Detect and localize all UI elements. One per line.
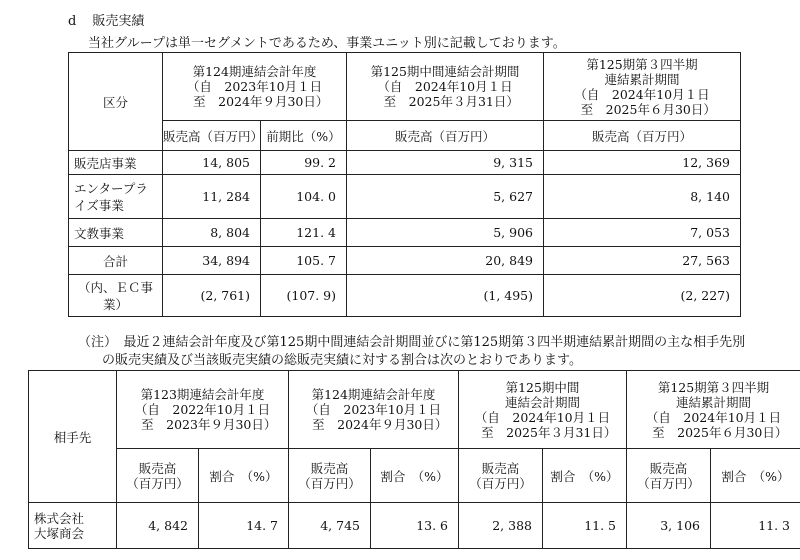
table-row	[69, 219, 741, 247]
customer-header-row	[29, 371, 800, 449]
period3-to: 至 2025年６月30日）	[568, 101, 716, 117]
c-p3-sales: 2, 388	[459, 503, 543, 549]
footnote-line2: の販売実績及び当該販売実績の総販売実績に対する割合は次のとおりであります。	[102, 353, 582, 368]
c-p4-ratio-col-header: 割合 （%）	[711, 449, 800, 503]
sales-results-table	[68, 52, 741, 317]
c-period3-title1: 第125期中間	[505, 379, 580, 395]
p1-yoy: (107. 9)	[261, 275, 347, 317]
row-name: 文教事業	[69, 219, 163, 247]
customer-header: 相手先	[29, 371, 117, 503]
c-p4-ratio: 11. 3	[711, 503, 800, 549]
c-p1-ratio-col-header: 割合 （%）	[199, 449, 289, 503]
c-period2-header	[289, 371, 459, 449]
period2-header	[347, 53, 544, 121]
customer-subheader-row	[29, 449, 800, 503]
c-period2-title: 第124期連結会計年度	[311, 387, 436, 402]
c-p2-ratio-col-header: 割合 （%）	[371, 449, 459, 503]
table-row-total	[69, 247, 741, 275]
footnote-line1: （注） 最近２連結会計年度及び第125期中間連結会計期間並びに第125期第３四半期連結累計期間の主な相手先別	[78, 335, 746, 350]
p1-yoy: 121. 4	[261, 219, 347, 247]
c-period4-header	[627, 371, 800, 449]
row-name: エンタープライズ事業	[69, 175, 163, 219]
p3-sales: (2, 227)	[544, 275, 741, 317]
c-p1-sales: 4, 842	[117, 503, 199, 549]
row-name: （内、ＥＣ事業）	[69, 275, 163, 317]
c-period3-title2: 連結会計期間	[504, 394, 580, 410]
section-heading	[68, 10, 144, 29]
customer-sales-table	[28, 370, 800, 549]
period1-from: （自 2023年10月１日	[186, 79, 323, 94]
footnote	[78, 334, 793, 370]
c-p2-ratio: 13. 6	[371, 503, 459, 549]
section-title: 販売実績	[92, 14, 145, 29]
c-period1-header	[117, 371, 289, 449]
p1-sales: 14, 805	[163, 151, 261, 175]
p1-yoy: 104. 0	[261, 175, 347, 219]
c-p3-ratio-col-header: 割合 （%）	[543, 449, 627, 503]
c-p3-sales-col-header: 販売高 （百万円）	[459, 449, 543, 503]
p2-sales: 9, 315	[347, 151, 544, 175]
period2-to: 至 2025年３月31日）	[371, 94, 519, 109]
period2-title: 第125期中間連結会計期間	[370, 64, 520, 79]
p3-sales-col-header: 販売高（百万円）	[544, 121, 741, 151]
c-p1-ratio: 14. 7	[199, 503, 289, 549]
division-header: 区分	[69, 53, 163, 151]
period3-header	[544, 53, 741, 121]
c-period1-title: 第123期連結会計年度	[140, 387, 265, 402]
period3-from: （自 2024年10月１日	[574, 86, 710, 102]
sales-subheader-row	[69, 121, 741, 151]
p3-sales: 27, 563	[544, 247, 741, 275]
table-row	[69, 175, 741, 219]
table-row-ec	[69, 275, 741, 317]
p2-sales: (1, 495)	[347, 275, 544, 317]
p1-sales-col-header: 販売高（百万円）	[163, 121, 261, 151]
c-period3-header	[459, 371, 627, 449]
c-p4-sales-col-header: 販売高 （百万円）	[627, 449, 711, 503]
row-name: 合計	[69, 247, 163, 275]
table-row	[69, 151, 741, 175]
p2-sales: 5, 627	[347, 175, 544, 219]
p1-sales: 8, 804	[163, 219, 261, 247]
c-p1-sales-col-header: 販売高 （百万円）	[117, 449, 199, 503]
c-p2-sales-col-header: 販売高 （百万円）	[289, 449, 371, 503]
p1-sales: 11, 284	[163, 175, 261, 219]
c-period1-from: （自 2022年10月１日	[134, 402, 271, 417]
c-period4-to: 至 2025年６月30日）	[639, 424, 788, 440]
c-p3-ratio: 11. 5	[543, 503, 627, 549]
p1-yoy: 105. 7	[261, 247, 347, 275]
period1-to: 至 2024年９月30日）	[180, 94, 329, 109]
c-period3-to: 至 2025年３月31日）	[468, 424, 617, 440]
row-name: 販売店事業	[69, 151, 163, 175]
p1-yoy: 99. 2	[261, 151, 347, 175]
p2-sales: 5, 906	[347, 219, 544, 247]
p2-sales-col-header: 販売高（百万円）	[347, 121, 544, 151]
period3-title1: 第125期第３四半期	[586, 56, 698, 72]
c-period3-from: （自 2024年10月１日	[474, 409, 611, 425]
p2-sales: 20, 849	[347, 247, 544, 275]
c-period4-title2: 連結累計期間	[675, 394, 751, 410]
section-letter: d	[68, 14, 77, 29]
table-row	[29, 503, 800, 549]
period2-from: （自 2024年10月１日	[377, 79, 513, 94]
p1-yoy-col-header: 前期比（%）	[261, 121, 347, 151]
sales-header-row	[69, 53, 741, 121]
intro-text: 当社グループは単一セグメントであるため、事業ユニット別に記載しております。	[88, 36, 566, 51]
p3-sales: 7, 053	[544, 219, 741, 247]
p1-sales: (2, 761)	[163, 275, 261, 317]
period1-header	[163, 53, 347, 121]
p3-sales: 12, 369	[544, 151, 741, 175]
period3-title2: 連結累計期間	[604, 71, 680, 87]
c-period2-from: （自 2023年10月１日	[305, 402, 442, 417]
p1-sales: 34, 894	[163, 247, 261, 275]
c-p2-sales: 4, 745	[289, 503, 371, 549]
c-period4-from: （自 2024年10月１日	[645, 409, 782, 425]
period1-title: 第124期連結会計年度	[192, 64, 317, 79]
c-period4-title1: 第125期第３四半期	[657, 379, 770, 395]
c-period2-to: 至 2024年９月30日）	[299, 417, 448, 432]
p3-sales: 8, 140	[544, 175, 741, 219]
c-p4-sales: 3, 106	[627, 503, 711, 549]
customer-name: 株式会社 大塚商会	[29, 503, 117, 549]
c-period1-to: 至 2023年９月30日）	[128, 417, 277, 432]
